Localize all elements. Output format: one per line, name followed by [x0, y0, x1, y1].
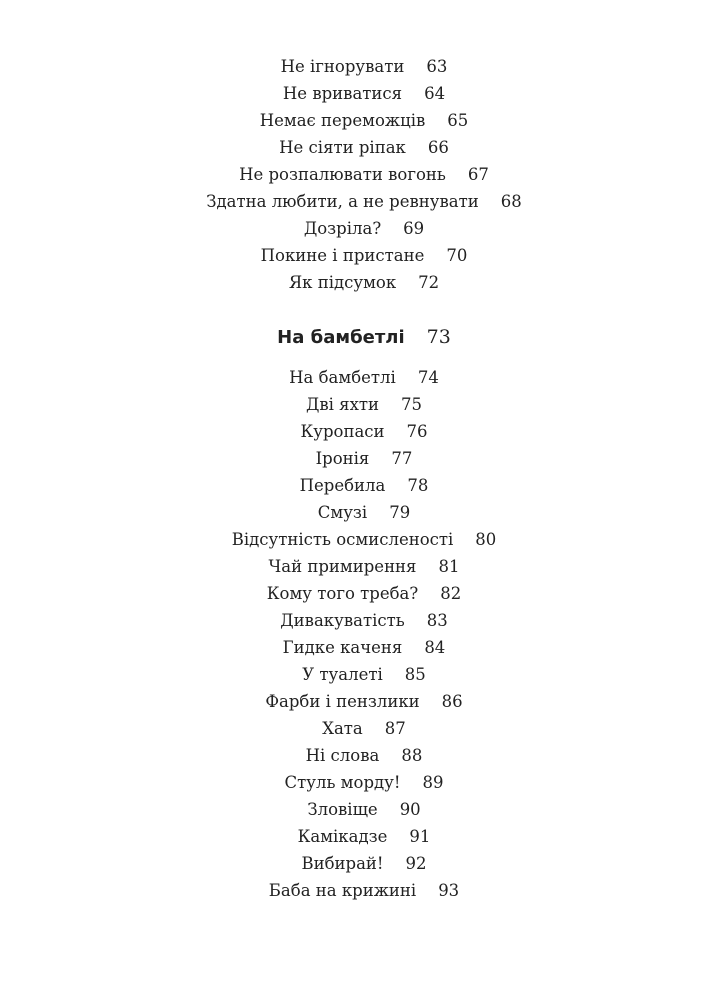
toc-entry-page: 83 [426, 611, 448, 630]
toc-entry-title: Хата [322, 719, 363, 738]
toc-entry [0, 215, 728, 242]
toc-entry [0, 769, 728, 796]
toc-entry [0, 364, 728, 391]
toc-entry-page: 85 [404, 665, 426, 684]
toc-entry [0, 877, 728, 904]
toc-group-2 [0, 364, 728, 904]
toc-entry-title: Баба на крижині [268, 881, 417, 900]
toc-entry [0, 850, 728, 877]
toc-entry [0, 661, 728, 688]
toc-entry-title: Дві яхти [305, 395, 380, 414]
toc-entry-page: 67 [467, 165, 489, 184]
toc-entry [0, 796, 728, 823]
toc-entry-title: Немає переможців [259, 111, 426, 130]
toc-entry-page: 79 [389, 503, 411, 522]
toc-section-heading [0, 310, 728, 364]
toc-entry-title: Вибирай! [301, 854, 384, 873]
toc-entry-title: На бамбетлі [289, 368, 396, 387]
toc-entry-title: Іронія [315, 449, 370, 468]
toc-entry-page: 69 [403, 219, 425, 238]
toc-entry-page: 82 [440, 584, 462, 603]
toc-entry [0, 823, 728, 850]
toc-entry-title: Дивакуватість [280, 611, 405, 630]
toc-entry-title: Не вриватися [282, 84, 403, 103]
toc-entry [0, 134, 728, 161]
toc-entry-page: 84 [424, 638, 446, 657]
toc-entry [0, 553, 728, 580]
toc-entry-title: Камікадзе [297, 827, 388, 846]
toc-entry [0, 526, 728, 553]
toc-entry-page: 88 [401, 746, 423, 765]
toc-entry-page: 76 [406, 422, 428, 441]
toc-entry-title: Перебила [299, 476, 386, 495]
toc-entry-title: Чай примирення [268, 557, 417, 576]
toc-entry [0, 269, 728, 296]
toc-entry [0, 445, 728, 472]
toc-entry-page: 80 [475, 530, 497, 549]
toc-entry [0, 742, 728, 769]
toc-entry-title: Не ігнорувати [280, 57, 405, 76]
toc-entry-page: 91 [409, 827, 431, 846]
toc-entry-title: Гидке каченя [282, 638, 403, 657]
toc-entry [0, 688, 728, 715]
toc-group-1 [0, 53, 728, 296]
toc-entry [0, 107, 728, 134]
toc-entry-title: Ні слова [305, 746, 380, 765]
toc-entry-title: Зловіще [307, 800, 378, 819]
toc-entry-title: Покине і пристане [260, 246, 425, 265]
toc-entry-page: 87 [384, 719, 406, 738]
toc-entry-title: Не розпалювати вогонь [239, 165, 446, 184]
toc-entry [0, 80, 728, 107]
toc-entry-page: 92 [405, 854, 427, 873]
toc-entry-page: 89 [422, 773, 444, 792]
toc-entry-title: У туалеті [302, 665, 383, 684]
toc-entry [0, 580, 728, 607]
toc-entry [0, 391, 728, 418]
toc-entry [0, 161, 728, 188]
toc-entry-page: 68 [500, 192, 522, 211]
toc-entry-title: Дозріла? [303, 219, 382, 238]
toc-entry-title: Відсутність осмисленості [231, 530, 454, 549]
toc-entry-title: Кому того треба? [266, 584, 419, 603]
toc-entry-title: Фарби і пензлики [265, 692, 420, 711]
toc-entry-page: 66 [427, 138, 449, 157]
toc-entry-title: Здатна любити, а не ревнувати [206, 192, 479, 211]
toc-entry [0, 499, 728, 526]
toc-entry [0, 634, 728, 661]
toc-entry-page: 90 [399, 800, 421, 819]
toc-entry [0, 53, 728, 80]
toc-entry [0, 418, 728, 445]
toc-section-title: На бамбетлі [277, 327, 405, 348]
toc-entry-page: 64 [424, 84, 446, 103]
toc-entry-page: 77 [391, 449, 413, 468]
toc-entry [0, 472, 728, 499]
toc-entry-title: Як підсумок [288, 273, 397, 292]
toc-entry-page: 63 [426, 57, 448, 76]
toc-entry-page: 86 [441, 692, 463, 711]
toc-entry [0, 715, 728, 742]
table-of-contents [0, 53, 728, 904]
toc-entry-title: Куропаси [300, 422, 385, 441]
toc-entry-page: 81 [438, 557, 460, 576]
toc-entry-title: Не сіяти ріпак [279, 138, 406, 157]
toc-entry [0, 188, 728, 215]
toc-entry-page: 93 [438, 881, 460, 900]
toc-section-page: 73 [426, 326, 451, 348]
toc-entry-title: Смузі [317, 503, 368, 522]
toc-entry-page: 72 [418, 273, 440, 292]
toc-entry [0, 607, 728, 634]
toc-entry-page: 75 [401, 395, 423, 414]
toc-entry-page: 74 [417, 368, 439, 387]
toc-entry-page: 65 [447, 111, 469, 130]
toc-entry-page: 70 [446, 246, 468, 265]
toc-entry-page: 78 [407, 476, 429, 495]
toc-entry [0, 242, 728, 269]
toc-entry-title: Стуль морду! [284, 773, 401, 792]
